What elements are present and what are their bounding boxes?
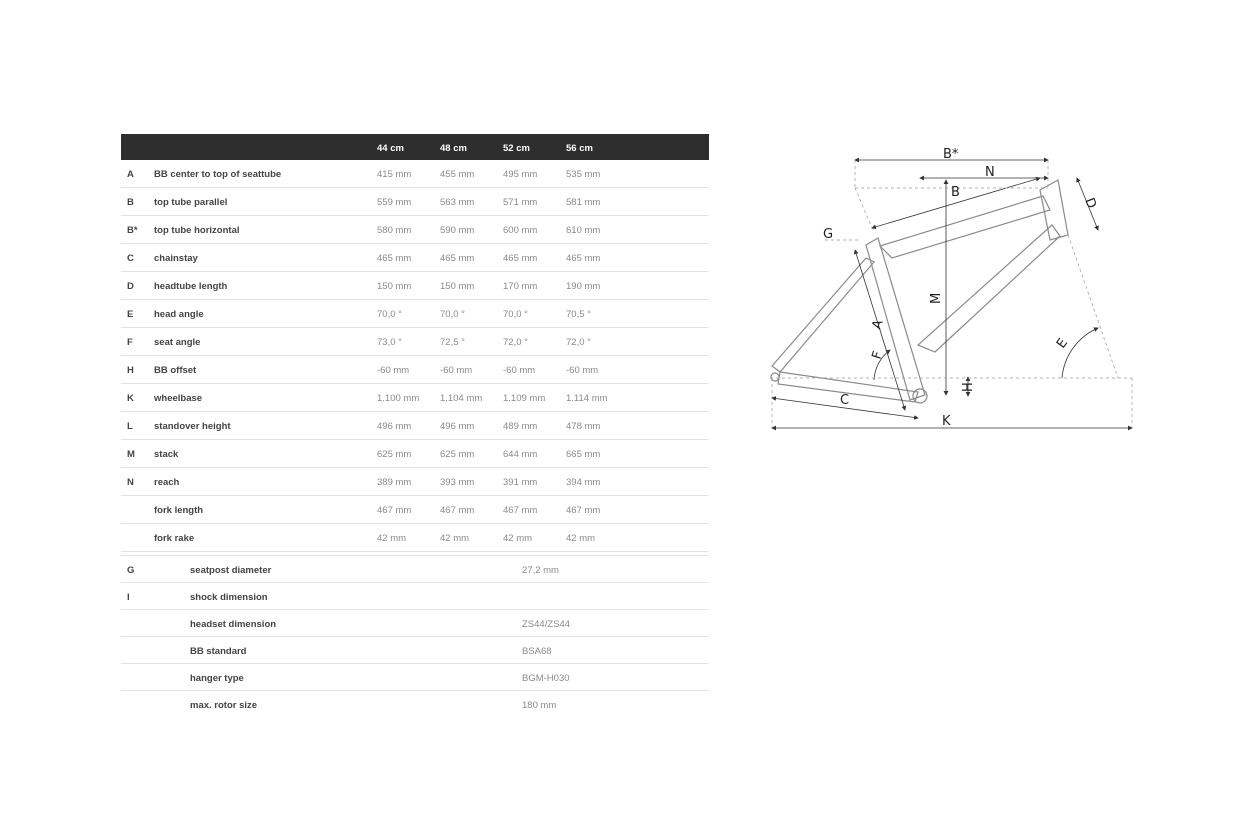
row-label: top tube parallel bbox=[154, 197, 228, 208]
label-n: N bbox=[985, 165, 995, 180]
spec-row bbox=[121, 691, 709, 717]
row-label: fork length bbox=[154, 505, 204, 516]
spec-row bbox=[121, 556, 709, 583]
row-code: L bbox=[127, 421, 133, 432]
label-m: M bbox=[929, 292, 944, 304]
size-header-1: 44 cm bbox=[377, 143, 404, 154]
row-value: 455 mm bbox=[440, 169, 475, 180]
row-value: 70,0 ° bbox=[503, 309, 528, 320]
row-value: 72,0 ° bbox=[503, 337, 528, 348]
geometry-table-body bbox=[121, 160, 709, 552]
row-value: 72,0 ° bbox=[566, 337, 591, 348]
row-value: 465 mm bbox=[503, 253, 538, 264]
table-row bbox=[121, 216, 709, 244]
row-value: 581 mm bbox=[566, 197, 601, 208]
row-value: 70,0 ° bbox=[377, 309, 402, 320]
row-value: -60 mm bbox=[503, 365, 536, 376]
table-row bbox=[121, 188, 709, 216]
size-header-4: 56 cm bbox=[566, 143, 593, 154]
row-value: 467 mm bbox=[377, 505, 412, 516]
row-value: 394 mm bbox=[566, 477, 601, 488]
spec-value: BSA68 bbox=[522, 646, 552, 657]
table-row bbox=[121, 440, 709, 468]
row-label: standover height bbox=[154, 421, 231, 432]
row-value: 42 mm bbox=[566, 533, 596, 544]
row-value: 1.109 mm bbox=[503, 393, 546, 404]
spec-label: shock dimension bbox=[190, 592, 268, 603]
geometry-table-header bbox=[121, 134, 709, 160]
spec-code: G bbox=[127, 565, 135, 576]
row-value: 150 mm bbox=[440, 281, 475, 292]
spec-label: hanger type bbox=[190, 673, 244, 684]
label-c: C bbox=[840, 393, 850, 408]
row-value: 42 mm bbox=[377, 533, 407, 544]
geometry-table bbox=[121, 134, 709, 552]
label-b-star: B* bbox=[943, 147, 959, 162]
row-value: 496 mm bbox=[440, 421, 475, 432]
spec-value: BGM-H030 bbox=[522, 673, 570, 684]
row-value: 190 mm bbox=[566, 281, 601, 292]
table-row bbox=[121, 412, 709, 440]
spec-table bbox=[121, 555, 709, 717]
dimension-lines bbox=[772, 160, 1132, 428]
table-row bbox=[121, 468, 709, 496]
row-value: 72,5 ° bbox=[440, 337, 465, 348]
spec-row bbox=[121, 664, 709, 691]
label-a: A bbox=[869, 318, 887, 332]
spec-value: 27,2 mm bbox=[522, 565, 559, 576]
row-value: 70,5 ° bbox=[566, 309, 591, 320]
row-code: B bbox=[127, 197, 134, 208]
row-value: 600 mm bbox=[503, 225, 538, 236]
table-row bbox=[121, 160, 709, 188]
row-value: 415 mm bbox=[377, 169, 412, 180]
row-value: 1.100 mm bbox=[377, 393, 420, 404]
label-g: G bbox=[823, 227, 834, 242]
spec-row bbox=[121, 637, 709, 664]
row-label: top tube horizontal bbox=[154, 225, 240, 236]
frame-geometry-diagram bbox=[760, 140, 1140, 440]
row-value: 625 mm bbox=[377, 449, 412, 460]
label-b: B bbox=[951, 185, 960, 200]
row-value: 467 mm bbox=[440, 505, 475, 516]
row-value: 590 mm bbox=[440, 225, 475, 236]
row-value: 580 mm bbox=[377, 225, 412, 236]
row-value: -60 mm bbox=[377, 365, 410, 376]
row-value: 489 mm bbox=[503, 421, 538, 432]
row-code: H bbox=[127, 365, 134, 376]
row-value: 467 mm bbox=[566, 505, 601, 516]
row-label: fork rake bbox=[154, 533, 195, 544]
row-label: BB offset bbox=[154, 365, 197, 376]
spec-row bbox=[121, 610, 709, 637]
row-value: 42 mm bbox=[503, 533, 533, 544]
row-label: headtube length bbox=[154, 281, 228, 292]
table-row bbox=[121, 356, 709, 384]
row-code: D bbox=[127, 281, 134, 292]
row-value: 465 mm bbox=[377, 253, 412, 264]
row-code: K bbox=[127, 393, 134, 404]
label-k: K bbox=[942, 414, 951, 429]
table-row bbox=[121, 384, 709, 412]
row-code: E bbox=[127, 309, 134, 320]
row-value: 1.104 mm bbox=[440, 393, 483, 404]
row-label: BB center to top of seattube bbox=[154, 169, 282, 180]
spec-value: ZS44/ZS44 bbox=[522, 619, 571, 630]
row-value: 150 mm bbox=[377, 281, 412, 292]
row-value: 70,0 ° bbox=[440, 309, 465, 320]
row-code: F bbox=[127, 337, 133, 348]
row-value: 665 mm bbox=[566, 449, 601, 460]
row-value: -60 mm bbox=[566, 365, 599, 376]
row-value: 496 mm bbox=[377, 421, 412, 432]
spec-row bbox=[121, 583, 709, 610]
row-value: 495 mm bbox=[503, 169, 538, 180]
label-h: H bbox=[961, 382, 976, 392]
spec-label: seatpost diameter bbox=[190, 565, 272, 576]
spec-label: headset dimension bbox=[190, 619, 277, 630]
row-value: 478 mm bbox=[566, 421, 601, 432]
table-row bbox=[121, 272, 709, 300]
label-d: D bbox=[1081, 195, 1099, 211]
row-value: 465 mm bbox=[440, 253, 475, 264]
row-label: seat angle bbox=[154, 337, 201, 348]
row-value: 42 mm bbox=[440, 533, 470, 544]
spec-code: I bbox=[127, 592, 130, 603]
row-value: 625 mm bbox=[440, 449, 475, 460]
label-e: E bbox=[1053, 335, 1071, 352]
row-label: reach bbox=[154, 477, 180, 488]
size-header-3: 52 cm bbox=[503, 143, 530, 154]
row-value: 563 mm bbox=[440, 197, 475, 208]
row-value: 73,0 ° bbox=[377, 337, 402, 348]
row-value: 465 mm bbox=[566, 253, 601, 264]
row-code: C bbox=[127, 253, 134, 264]
row-code: N bbox=[127, 477, 134, 488]
row-value: 389 mm bbox=[377, 477, 412, 488]
row-value: 571 mm bbox=[503, 197, 538, 208]
row-value: 170 mm bbox=[503, 281, 538, 292]
spec-value: 180 mm bbox=[522, 700, 557, 711]
row-value: 391 mm bbox=[503, 477, 538, 488]
row-label: wheelbase bbox=[154, 393, 203, 404]
row-value: 559 mm bbox=[377, 197, 412, 208]
row-label: chainstay bbox=[154, 253, 198, 264]
row-code: B* bbox=[127, 225, 138, 236]
label-f: F bbox=[869, 349, 887, 362]
table-row bbox=[121, 524, 709, 552]
row-value: 644 mm bbox=[503, 449, 538, 460]
table-row bbox=[121, 244, 709, 272]
spec-label: max. rotor size bbox=[190, 700, 258, 711]
row-value: 610 mm bbox=[566, 225, 601, 236]
row-value: 535 mm bbox=[566, 169, 601, 180]
spec-label: BB standard bbox=[190, 646, 247, 657]
row-label: stack bbox=[154, 449, 179, 460]
table-row bbox=[121, 300, 709, 328]
row-label: head angle bbox=[154, 309, 204, 320]
table-row bbox=[121, 496, 709, 524]
table-row bbox=[121, 328, 709, 356]
size-header-2: 48 cm bbox=[440, 143, 467, 154]
row-value: 467 mm bbox=[503, 505, 538, 516]
row-code: M bbox=[127, 449, 135, 460]
row-code: A bbox=[127, 169, 134, 180]
row-value: -60 mm bbox=[440, 365, 473, 376]
row-value: 393 mm bbox=[440, 477, 475, 488]
row-value: 1.114 mm bbox=[566, 393, 608, 404]
